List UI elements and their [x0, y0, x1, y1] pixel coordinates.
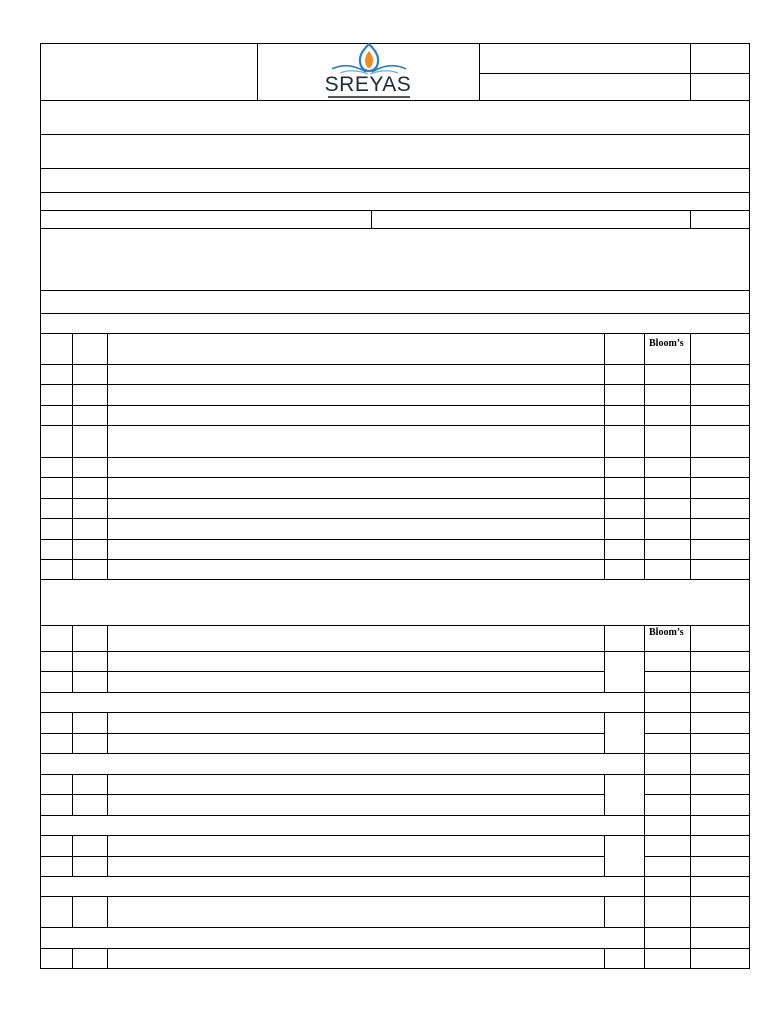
exam-info-rows	[40, 135, 750, 334]
logo-subtitle-line	[328, 96, 410, 98]
section-b-grid	[40, 625, 750, 968]
blooms-header-section-b: Bloom’s	[649, 627, 684, 638]
logo-wordmark: SREYAS	[324, 73, 412, 96]
sreyas-logo	[318, 42, 420, 100]
lotus-flame-icon	[318, 42, 420, 76]
section-a-grid	[40, 333, 750, 580]
blooms-header-section-a: Bloom’s	[649, 338, 684, 349]
form-outer-border	[41, 44, 750, 969]
